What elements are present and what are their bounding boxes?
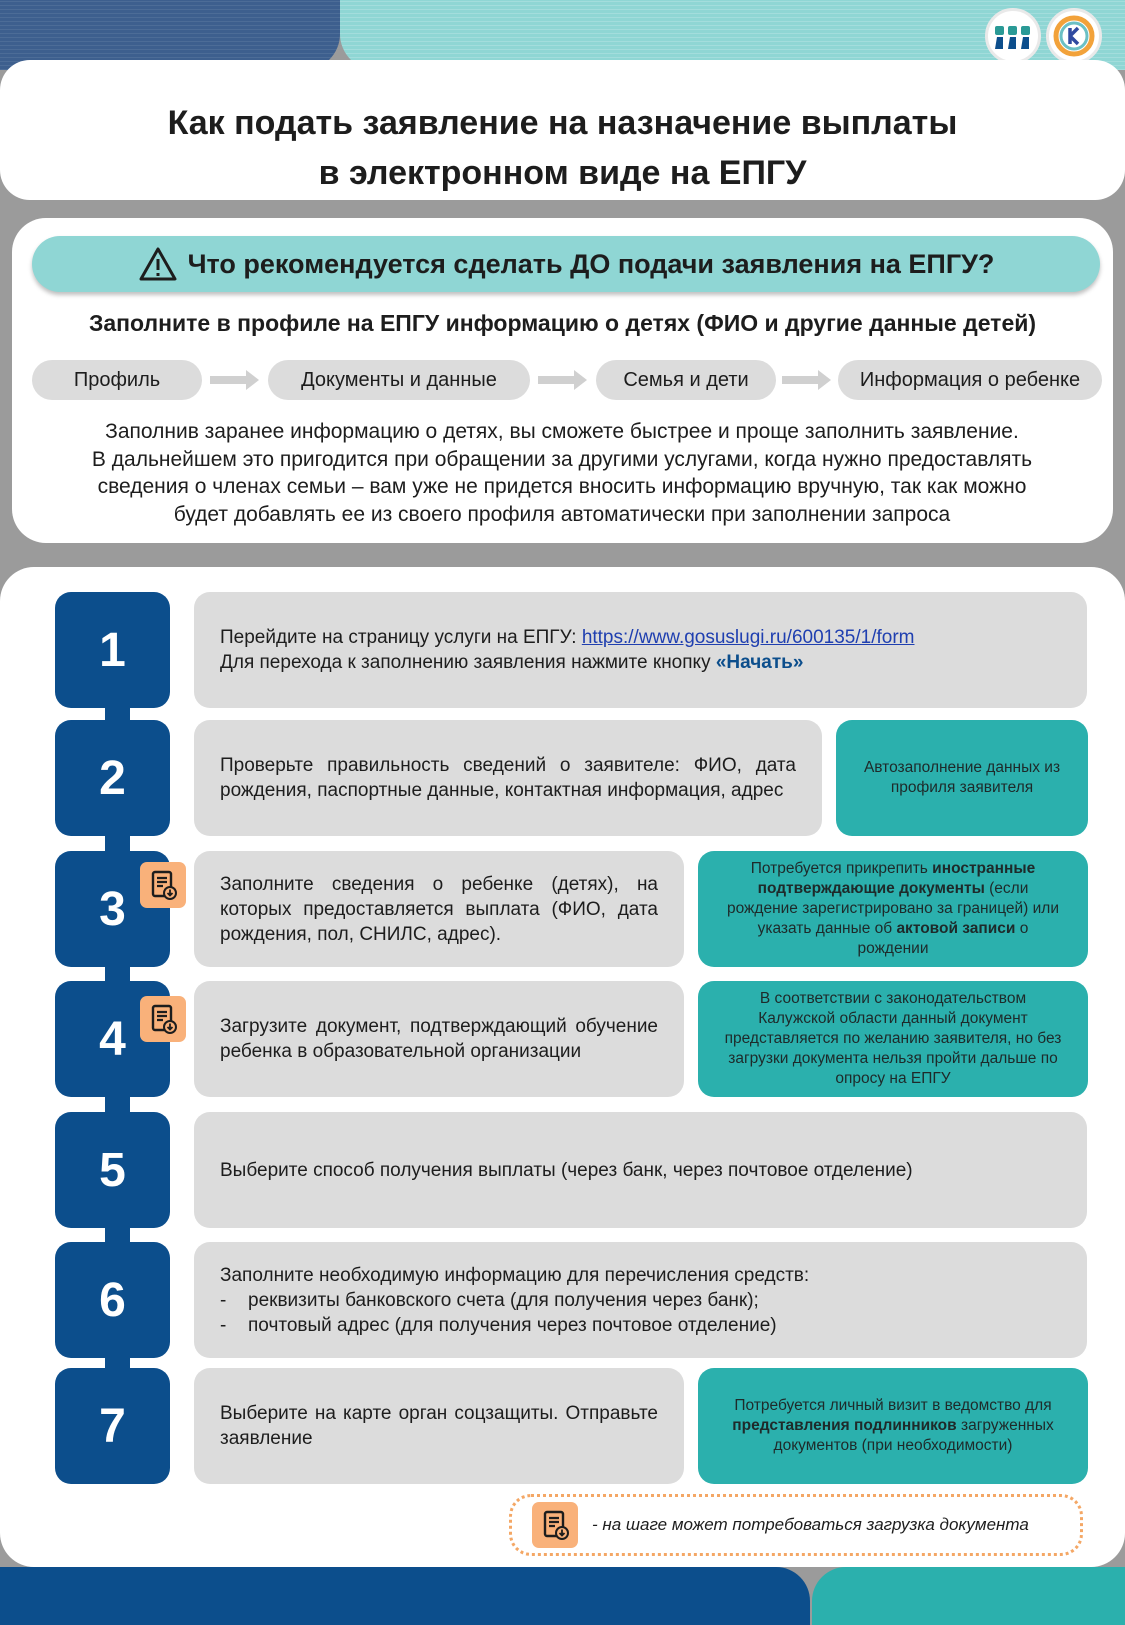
arrow-right-icon (782, 369, 832, 391)
start-button-name: «Начать» (715, 652, 804, 673)
profile-fill-instruction: Заполните в профиле на ЕПГУ информацию о детях (ФИО и другие данные детей) (88, 310, 1037, 336)
step-6-box: Заполните необходимую информацию для перечисления средств: - реквизиты банковского счета (для получения через банк); - почтовый адрес (для получения через почтовое отделение) (194, 1242, 1087, 1358)
warning-icon (138, 246, 178, 282)
title-card (0, 60, 1125, 200)
step-5-box: Выберите способ получения выплаты (через банк, через почтовое отделение) (194, 1112, 1087, 1228)
step-7-box: Выберите на карте орган соцзащиты. Отправьте заявление (194, 1368, 684, 1484)
crumb-profile: Профиль (32, 360, 202, 400)
pre-filing-card (12, 218, 1113, 543)
step-number-6: 6 (55, 1242, 170, 1358)
document-upload-icon (532, 1502, 578, 1548)
document-upload-icon (140, 996, 186, 1042)
crumb-documents: Документы и данные (268, 360, 530, 400)
document-upload-icon (140, 862, 186, 908)
region-logo (1046, 8, 1102, 64)
step-4-note: В соответствии с законодательством Калужской области данный документ представляется по желанию заявителя, но без загрузки документа нельзя пройти дальше по опросу на ЕПГУ (698, 981, 1088, 1097)
legend (509, 1494, 1083, 1556)
bottom-band-left (0, 1567, 810, 1625)
step-2-note: Автозаполнение данных из профиля заявителя (836, 720, 1088, 836)
step-1-box: Перейдите на страницу услуги на ЕПГУ: https://www.gosuslugi.ru/600135/1/form Для перехода к заполнению заявления нажмите кнопку «Начать» (194, 592, 1087, 708)
arrow-right-icon (210, 369, 260, 391)
crumb-child-info: Информация о ребенке (838, 360, 1102, 400)
step-number-2: 2 (55, 720, 170, 836)
step-number-3: 3 (55, 851, 170, 967)
arrow-right-icon (538, 369, 588, 391)
step-number-5: 5 (55, 1112, 170, 1228)
step-4-box: Загрузите документ, подтверждающий обучение ребенка в образовательной организации (194, 981, 684, 1097)
step-number-1: 1 (55, 592, 170, 708)
bottom-band-right (812, 1567, 1125, 1625)
step-2-box: Проверьте правильность сведений о заявителе: ФИО, дата рождения, паспортные данные, контактная информация, адрес (194, 720, 822, 836)
step-3-box: Заполните сведения о ребенке (детях), на которых предоставляется выплата (ФИО, дата рождения, пол, СНИЛС, адрес). (194, 851, 684, 967)
page-title: Как подать заявление на назначение выплаты в электронном виде на ЕПГУ (167, 104, 958, 192)
crumb-family: Семья и дети (596, 360, 776, 400)
step-3-note: Потребуется прикрепить иностранные подтверждающие документы (если рождение зарегистрировано за границей) или указать данные об актовой записи о рождении (698, 851, 1088, 967)
step-number-7: 7 (55, 1368, 170, 1484)
profile-breadcrumb (32, 360, 1102, 400)
legend-text: - на шаге может потребоваться загрузка документа (592, 1515, 1029, 1534)
pre-filing-explanation: Заполнив заранее информацию о детях, вы сможете быстрее и проще заполнить заявление. В дальнейшем это пригодится при обращении за другими услугами, когда нужно предоставлять сведения о членах семьи – вам уже не придется вносить информацию вручную, так как можно будет добавлять ее из своего профиля автоматически при заполнении запроса (91, 420, 1033, 526)
family-logo (985, 8, 1041, 64)
pre-filing-heading: Что рекомендуется сделать ДО подачи заявления на ЕПГУ? (32, 236, 1100, 292)
step-7-note: Потребуется личный визит в ведомство для представления подлинников загруженных документов (при необходимости) (698, 1368, 1088, 1484)
service-link[interactable]: https://www.gosuslugi.ru/600135/1/form (581, 627, 915, 648)
step-number-4: 4 (55, 981, 170, 1097)
